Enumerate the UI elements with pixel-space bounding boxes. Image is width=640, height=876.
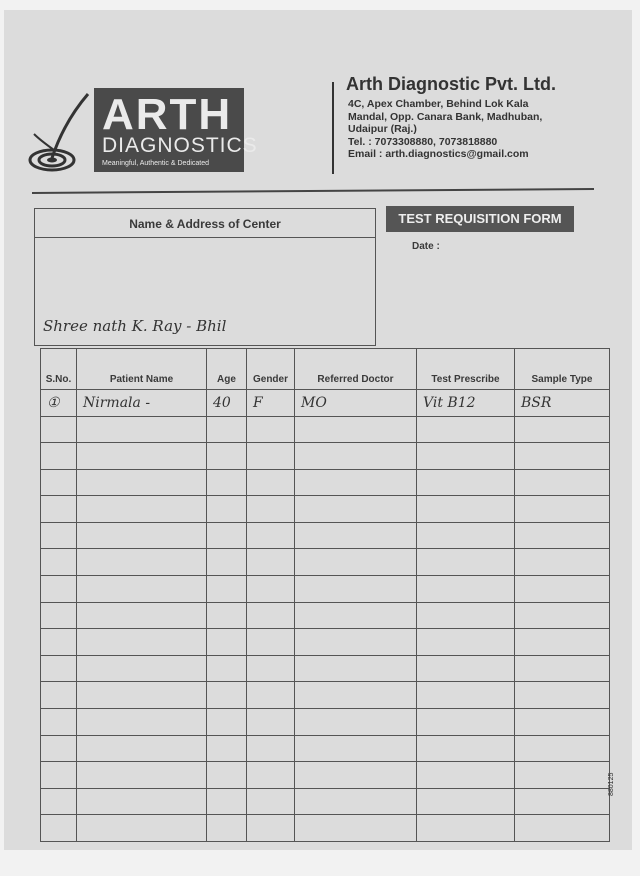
empty-cell[interactable]	[515, 708, 610, 735]
table-row[interactable]	[41, 788, 610, 815]
table-row[interactable]	[41, 496, 610, 523]
logo-wordmark: ARTH	[102, 90, 233, 139]
address-line: Udaipur (Raj.)	[348, 123, 417, 135]
table-row[interactable]	[41, 443, 610, 470]
empty-cell[interactable]	[41, 522, 77, 549]
logo-tagline: Meaningful, Authentic & Dedicated	[102, 160, 210, 167]
table-row[interactable]	[41, 390, 610, 417]
logo-subtitle: DIAGNOSTICS	[102, 134, 258, 157]
empty-cell[interactable]	[515, 549, 610, 576]
table-row[interactable]	[41, 629, 610, 656]
empty-cell[interactable]	[41, 443, 77, 470]
column-header-sample-type: Sample Type	[515, 349, 610, 390]
brand-logo	[94, 88, 258, 172]
column-header-age: Age	[207, 349, 247, 390]
empty-cell[interactable]	[417, 655, 515, 682]
empty-cell[interactable]	[515, 576, 610, 603]
company-name: Arth Diagnostic Pvt. Ltd.	[346, 74, 557, 94]
empty-cell[interactable]	[295, 576, 417, 603]
empty-cell[interactable]	[295, 629, 417, 656]
empty-cell[interactable]	[417, 522, 515, 549]
center-address-box[interactable]	[34, 208, 376, 346]
table-row[interactable]	[41, 708, 610, 735]
table-row[interactable]	[41, 576, 610, 603]
empty-cell[interactable]	[247, 602, 295, 629]
empty-cell[interactable]	[295, 416, 417, 443]
empty-cell[interactable]	[515, 815, 610, 842]
empty-cell[interactable]	[77, 576, 207, 603]
empty-cell[interactable]	[77, 443, 207, 470]
cell-sno: ①	[41, 390, 77, 417]
empty-cell[interactable]	[207, 629, 247, 656]
empty-cell[interactable]	[207, 735, 247, 762]
empty-cell[interactable]	[77, 708, 207, 735]
cell-sample-type: BSR	[515, 390, 610, 417]
table-row[interactable]	[41, 549, 610, 576]
table-row[interactable]	[41, 655, 610, 682]
empty-cell[interactable]	[207, 682, 247, 709]
empty-cell[interactable]	[295, 762, 417, 789]
empty-cell[interactable]	[77, 655, 207, 682]
empty-cell[interactable]	[515, 735, 610, 762]
empty-cell[interactable]	[515, 602, 610, 629]
empty-cell[interactable]	[77, 788, 207, 815]
address-line: Mandal, Opp. Canara Bank, Madhuban,	[348, 110, 543, 123]
empty-cell[interactable]	[247, 655, 295, 682]
empty-cell[interactable]	[295, 735, 417, 762]
empty-cell[interactable]	[207, 576, 247, 603]
requisition-table	[40, 348, 610, 842]
empty-cell[interactable]	[515, 762, 610, 789]
empty-cell[interactable]	[247, 788, 295, 815]
empty-cell[interactable]	[247, 815, 295, 842]
empty-cell[interactable]	[77, 469, 207, 496]
empty-cell[interactable]	[417, 602, 515, 629]
empty-cell[interactable]	[207, 469, 247, 496]
empty-cell[interactable]	[515, 469, 610, 496]
company-email: Email : arth.diagnostics@gmail.com	[348, 148, 529, 160]
empty-cell[interactable]	[417, 708, 515, 735]
empty-cell[interactable]	[417, 549, 515, 576]
empty-cell[interactable]	[515, 496, 610, 523]
table-row[interactable]	[41, 735, 610, 762]
empty-cell[interactable]	[247, 576, 295, 603]
center-box-divider	[35, 237, 375, 238]
form-sheet	[4, 10, 632, 850]
cell-patient-name: Nirmala -	[77, 390, 207, 417]
empty-cell[interactable]	[207, 708, 247, 735]
empty-cell[interactable]	[207, 815, 247, 842]
date-field-label[interactable]: Date :	[412, 241, 440, 252]
empty-cell[interactable]	[247, 708, 295, 735]
empty-cell[interactable]	[417, 576, 515, 603]
empty-cell[interactable]	[41, 549, 77, 576]
empty-cell[interactable]	[77, 496, 207, 523]
empty-cell[interactable]	[41, 708, 77, 735]
empty-cell[interactable]	[417, 416, 515, 443]
table-row[interactable]	[41, 682, 610, 709]
table-row[interactable]	[41, 815, 610, 842]
empty-cell[interactable]	[247, 549, 295, 576]
empty-cell[interactable]	[207, 443, 247, 470]
empty-cell[interactable]	[77, 762, 207, 789]
empty-cell[interactable]	[417, 815, 515, 842]
empty-cell[interactable]	[207, 549, 247, 576]
empty-cell[interactable]	[77, 735, 207, 762]
empty-cell[interactable]	[417, 682, 515, 709]
table-row[interactable]	[41, 602, 610, 629]
empty-cell[interactable]	[295, 602, 417, 629]
empty-cell[interactable]	[207, 522, 247, 549]
header-rule	[32, 188, 594, 194]
center-handwritten-entry: Shree nath K. Ray - Bhil	[43, 317, 227, 335]
empty-cell[interactable]	[207, 416, 247, 443]
empty-cell[interactable]	[515, 682, 610, 709]
empty-cell[interactable]	[41, 629, 77, 656]
table-header-row	[41, 349, 610, 390]
empty-cell[interactable]	[295, 443, 417, 470]
empty-cell[interactable]	[41, 469, 77, 496]
empty-cell[interactable]	[515, 522, 610, 549]
empty-cell[interactable]	[77, 602, 207, 629]
empty-cell[interactable]	[295, 549, 417, 576]
empty-cell[interactable]	[247, 496, 295, 523]
empty-cell[interactable]	[295, 815, 417, 842]
empty-cell[interactable]	[247, 629, 295, 656]
empty-cell[interactable]	[41, 762, 77, 789]
empty-cell[interactable]	[247, 682, 295, 709]
empty-cell[interactable]	[207, 496, 247, 523]
empty-cell[interactable]	[207, 602, 247, 629]
empty-cell[interactable]	[417, 788, 515, 815]
empty-cell[interactable]	[295, 708, 417, 735]
empty-cell[interactable]	[247, 735, 295, 762]
table-row[interactable]	[41, 416, 610, 443]
empty-cell[interactable]	[207, 655, 247, 682]
empty-cell[interactable]	[417, 629, 515, 656]
empty-cell[interactable]	[41, 602, 77, 629]
table-row[interactable]	[41, 762, 610, 789]
company-phone: Tel. : 7073308880, 7073818880	[348, 135, 498, 148]
cell-age: 40	[207, 390, 247, 417]
empty-cell[interactable]	[515, 629, 610, 656]
empty-cell[interactable]	[247, 469, 295, 496]
empty-cell[interactable]	[247, 443, 295, 470]
empty-cell[interactable]	[515, 416, 610, 443]
empty-cell[interactable]	[417, 762, 515, 789]
center-box-title: Name & Address of Center	[129, 217, 281, 231]
address-line: 4C, Apex Chamber, Behind Lok Kala	[348, 98, 529, 110]
empty-cell[interactable]	[41, 576, 77, 603]
empty-cell[interactable]	[207, 762, 247, 789]
empty-cell[interactable]	[295, 788, 417, 815]
table-row[interactable]	[41, 469, 610, 496]
empty-cell[interactable]	[77, 549, 207, 576]
empty-cell[interactable]	[41, 682, 77, 709]
empty-cell[interactable]	[295, 496, 417, 523]
table-row[interactable]	[41, 522, 610, 549]
empty-cell[interactable]	[417, 496, 515, 523]
empty-cell[interactable]	[295, 655, 417, 682]
empty-cell[interactable]	[77, 629, 207, 656]
empty-cell[interactable]	[295, 469, 417, 496]
empty-cell[interactable]	[515, 655, 610, 682]
empty-cell[interactable]	[41, 735, 77, 762]
empty-cell[interactable]	[515, 443, 610, 470]
empty-cell[interactable]	[247, 522, 295, 549]
empty-cell[interactable]	[247, 416, 295, 443]
empty-cell[interactable]	[41, 496, 77, 523]
target-logo-icon	[26, 92, 96, 178]
form-serial-code: 880125	[608, 772, 615, 796]
form-title-banner: TEST REQUISITION FORM	[386, 206, 574, 232]
empty-cell[interactable]	[295, 522, 417, 549]
column-header-referred-doctor: Referred Doctor	[295, 349, 417, 390]
column-header-patient-name: Patient Name	[77, 349, 207, 390]
empty-cell[interactable]	[417, 469, 515, 496]
empty-cell[interactable]	[77, 682, 207, 709]
empty-cell[interactable]	[417, 735, 515, 762]
header-divider	[332, 82, 334, 174]
empty-cell[interactable]	[207, 788, 247, 815]
empty-cell[interactable]	[295, 682, 417, 709]
empty-cell[interactable]	[77, 815, 207, 842]
cell-referred-doctor: MO	[295, 390, 417, 417]
column-header-gender: Gender	[247, 349, 295, 390]
empty-cell[interactable]	[41, 815, 77, 842]
empty-cell[interactable]	[417, 443, 515, 470]
empty-cell[interactable]	[41, 655, 77, 682]
column-header-test-prescribe: Test Prescribe	[417, 349, 515, 390]
company-address	[348, 98, 542, 161]
empty-cell[interactable]	[77, 522, 207, 549]
empty-cell[interactable]	[515, 788, 610, 815]
cell-gender: F	[247, 390, 295, 417]
empty-cell[interactable]	[247, 762, 295, 789]
empty-cell[interactable]	[41, 416, 77, 443]
cell-test-prescribe: Vit B12	[417, 390, 515, 417]
empty-cell[interactable]	[77, 416, 207, 443]
empty-cell[interactable]	[41, 788, 77, 815]
column-header-sno: S.No.	[41, 349, 77, 390]
